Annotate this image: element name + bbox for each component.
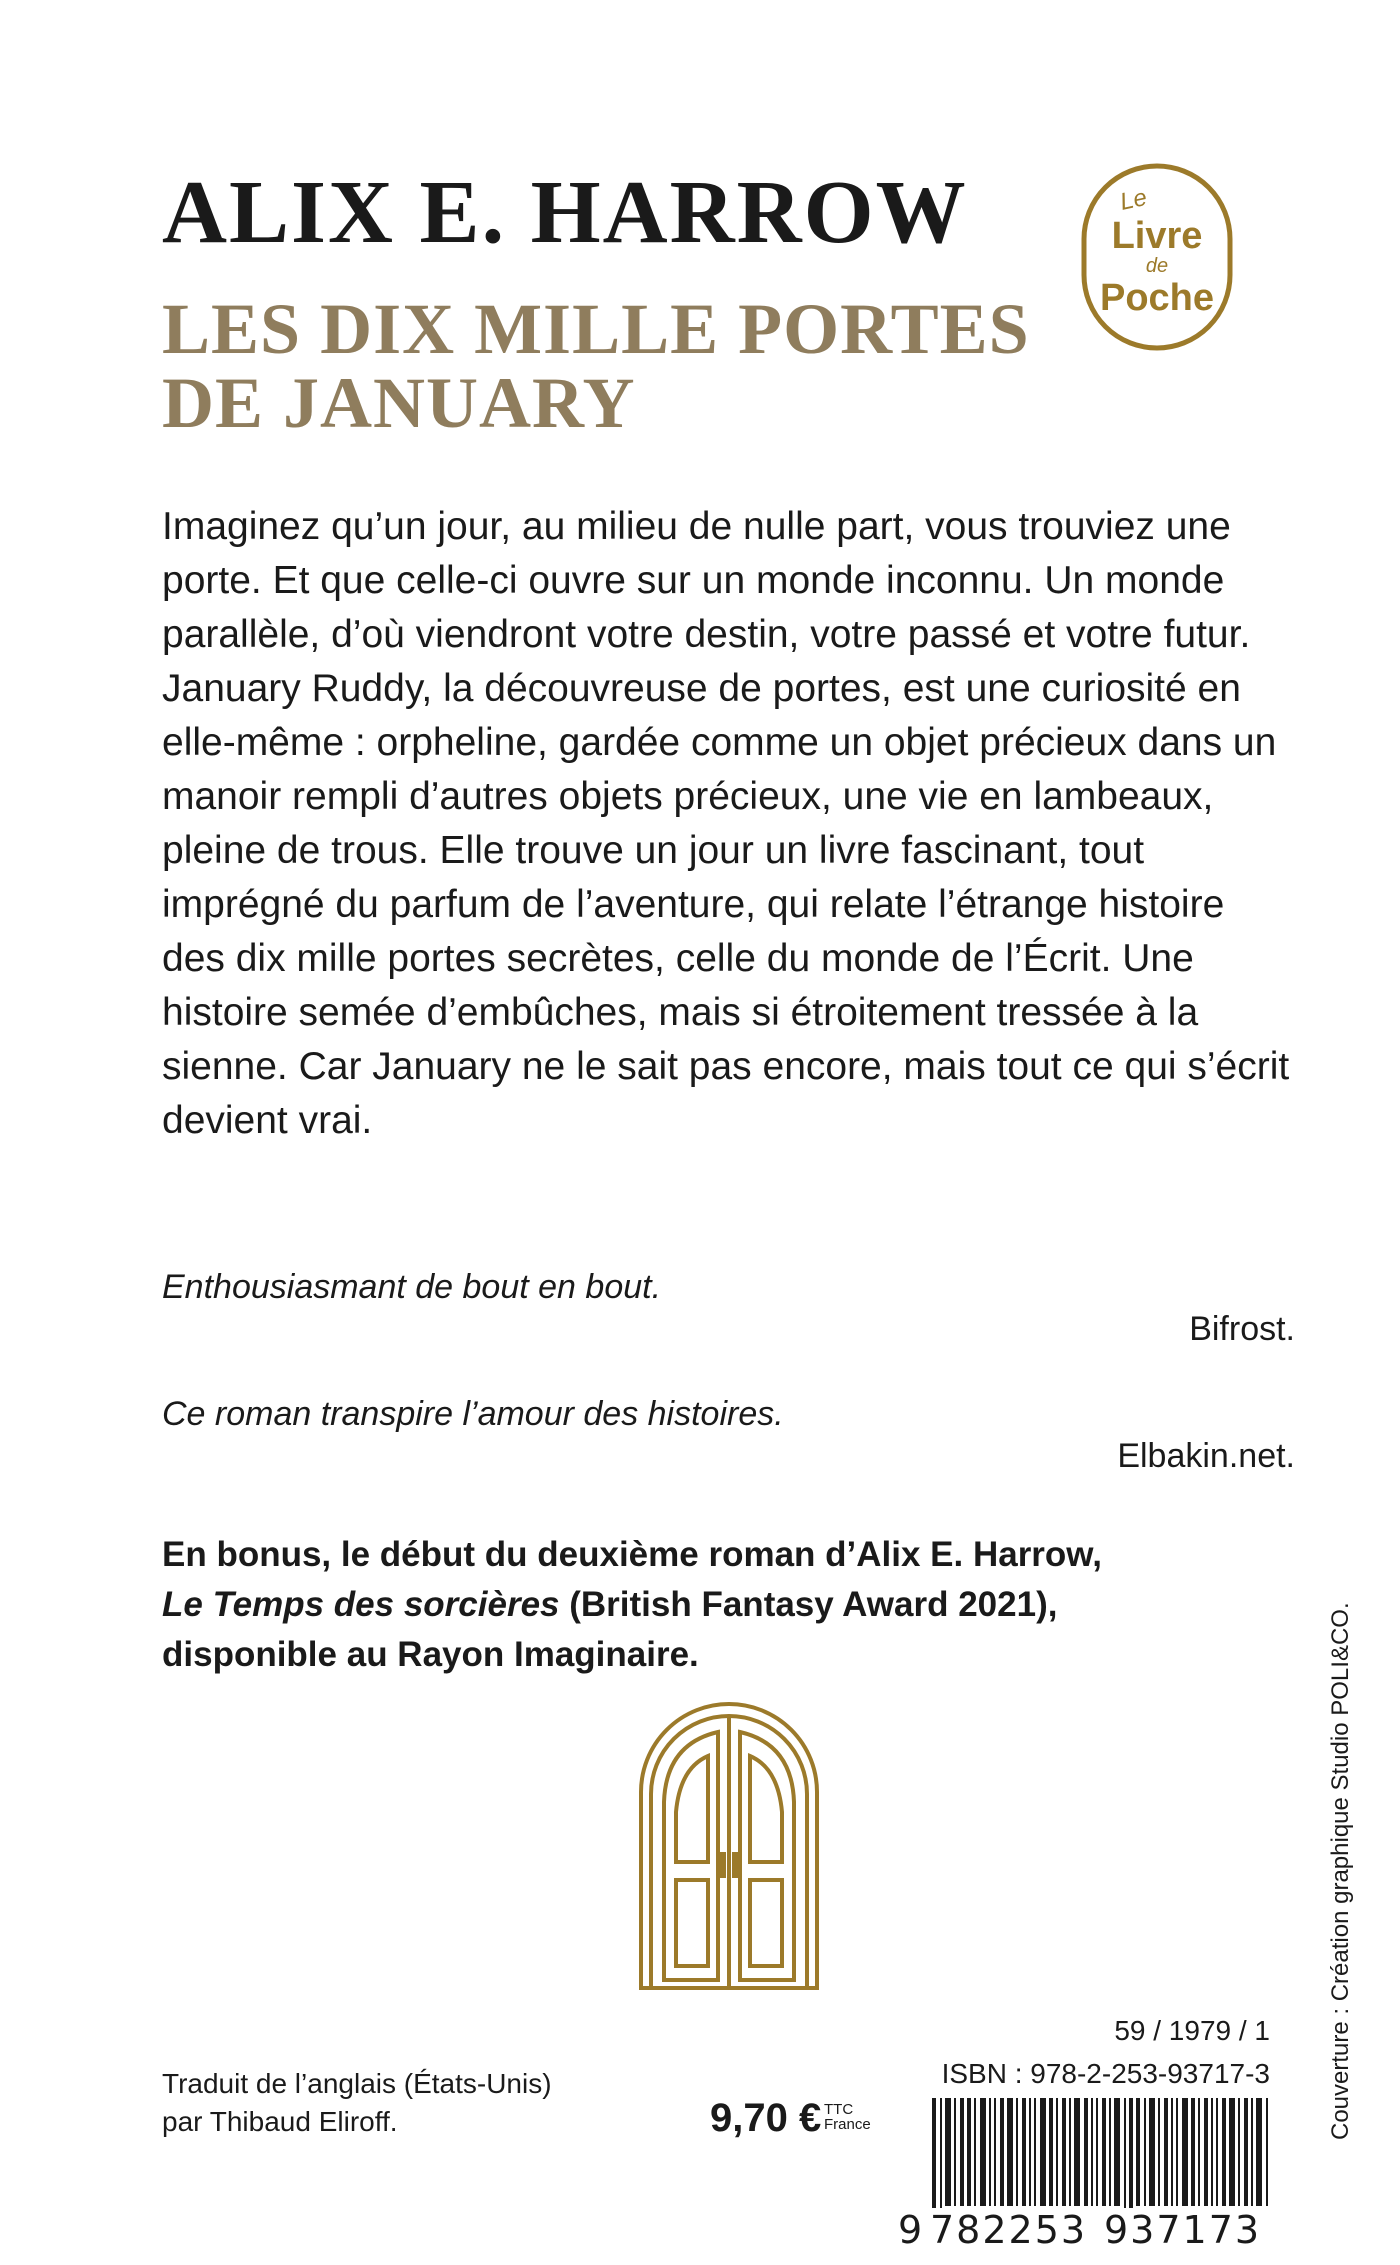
barcode-bar [1144,2098,1146,2206]
le-livre-de-poche-logo [1080,162,1234,352]
barcode-bar [1007,2098,1013,2206]
barcode-bar [989,2098,991,2206]
cover-credit: Couverture : Création graphique Studio POLI&CO. [1327,1602,1354,2140]
barcode-bar [1136,2098,1140,2206]
review-source-1: Bifrost. [1189,1310,1295,1348]
barcode-bar [1191,2098,1195,2206]
barcode-bar [1096,2098,1098,2206]
barcode-bar [1022,2098,1026,2206]
barcode-bar [967,2098,971,2206]
bonus-award: (British Fantasy Award 2021), [559,1585,1058,1624]
barcode-bar [1029,2098,1031,2206]
barcode-bar [1109,2098,1111,2206]
logo-word-de: de [1145,255,1169,277]
bonus-book-title: Le Temps des sorcières [162,1585,560,1624]
tax-label [824,2102,871,2132]
logo-word-livre: Livre [1111,215,1203,257]
barcode-bar [1198,2098,1200,2206]
author-name: ALIX E. HARROW [162,163,968,262]
barcode-digit-first: 9 [898,2208,923,2252]
barcode-bar [1182,2098,1188,2206]
title-line-1: LES DIX MILLE PORTES [162,289,1030,369]
barcode-bar [1102,2098,1106,2206]
barcode-bar [1016,2098,1018,2206]
title-line-2: DE JANUARY [162,363,636,443]
barcode-bar [994,2098,996,2206]
book-title [162,289,1030,443]
barcode-digits-left: 782253 [930,2208,1088,2252]
bonus-line-3: disponible au Rayon Imaginaire. [162,1635,699,1674]
barcode-bar [1216,2098,1218,2206]
bonus-text [162,1530,1282,1680]
barcode-bar [1238,2098,1240,2206]
door-icon [636,1702,822,1990]
barcode-bar [1040,2098,1046,2206]
barcode-bar [1062,2098,1066,2206]
barcode-bar [1084,2098,1088,2206]
barcode-bar [954,2098,956,2206]
tax-ttc: TTC [824,2101,854,2118]
barcode-bar [1149,2098,1155,2206]
barcode-bar [974,2098,976,2206]
barcode-bar [1069,2098,1071,2206]
translator-credit [162,2065,552,2141]
barcode-bar [1229,2098,1235,2206]
barcode-bar [1204,2098,1208,2206]
barcode-bar [1034,2098,1036,2206]
review-quote-1: Enthousiasmant de bout en bout. [162,1268,662,1306]
logo-word-le: Le [1117,183,1150,216]
review-quote-2: Ce roman transpire l’amour des histoires. [162,1395,784,1433]
barcode-digits-right: 937173 [1104,2208,1262,2252]
barcode-bar [1049,2098,1053,2206]
barcode-bar [945,2098,951,2206]
barcode-bar [960,2098,964,2206]
catalog-code: 59 / 1979 / 1 [1114,2015,1270,2046]
barcode-bar [1244,2098,1248,2206]
barcode-bar [1164,2098,1168,2206]
review-source-2: Elbakin.net. [1117,1437,1295,1475]
logo-word-poche: Poche [1099,277,1215,319]
barcode-bar [1171,2098,1173,2206]
barcode-bar [1251,2098,1253,2206]
translator-line-1: Traduit de l’anglais (États-Unis) [162,2068,552,2099]
barcode-bar [1056,2098,1058,2206]
summary-text: Imaginez qu’un jour, au milieu de nulle part, vous trouviez une porte. Et que celle-ci ouvre sur un monde inconnu. Un monde parallèle, d’où viendront votre destin, votre passé et votre futur. January Ruddy, la découvreuse de portes, est une curiosité en elle-même : orpheline, gardée comme un objet précieux dans un manoir rempli d’autres objets précieux, une vie en lambeaux, pleine de trous. Elle trouve un jour un livre fascinant, tout imprégné du parfum de l’aventure, qui relate l’étrange histoire des dix mille portes secrètes, celle du monde de l’Écrit. Une histoire semée d’embûches, mais si étroitement tressée à la sienne. Car January ne le sait pas encore, mais tout ce qui s’écrit devient vrai. [162,505,1290,1142]
barcode-bar [1176,2098,1178,2206]
barcode-bar [1074,2098,1080,2206]
barcode-bar [980,2098,986,2206]
bonus-line-1: En bonus, le début du deuxième roman d’Alix E. Harrow, [162,1535,1102,1574]
tax-country: France [824,2116,871,2133]
price: 9,70 € [710,2096,822,2140]
barcode-bar [1158,2098,1160,2206]
barcode-bar [1256,2098,1262,2206]
barcode-bar [1091,2098,1093,2206]
barcode-bar [1266,2098,1268,2206]
isbn: ISBN : 978-2-253-93717-3 [941,2058,1270,2089]
translator-line-2: par Thibaud Eliroff. [162,2106,398,2137]
barcode-bar [1222,2098,1226,2206]
barcode-bar [1000,2098,1004,2206]
barcode-bar [1211,2098,1213,2206]
barcode-bar [1114,2098,1120,2206]
